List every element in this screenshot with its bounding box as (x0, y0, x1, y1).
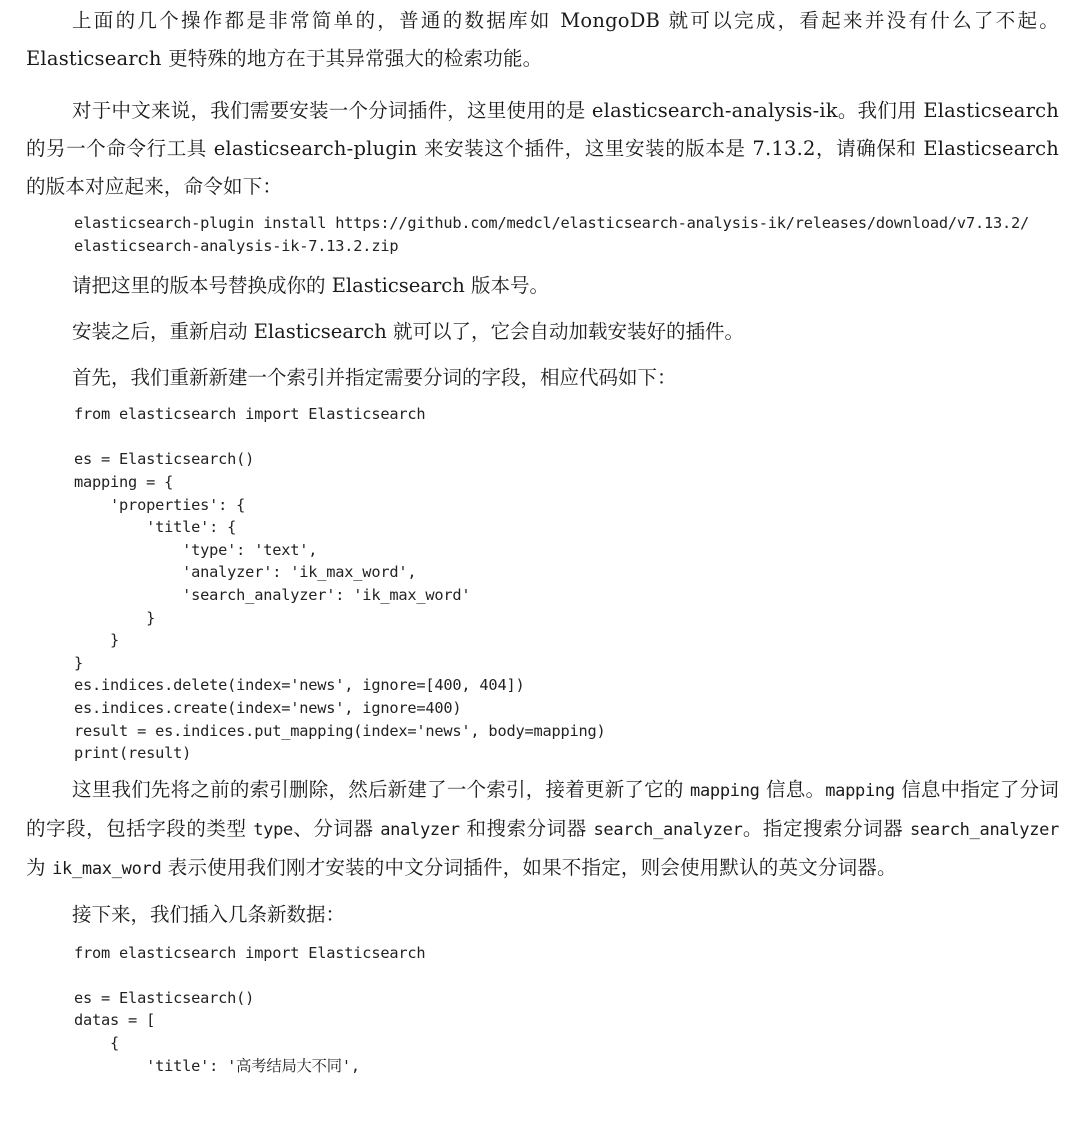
inline-code-mapping: mapping (690, 780, 760, 801)
paragraph-plugin-install: 对于中文来说，我们需要安装一个分词插件，这里使用的是 elasticsearch-analysis-ik。我们用 Elasticsearch 的另一个命令行工具 elasticsearch-plugin 来安装这个插件，这里安装的版本是 7.13.2，请确保和 Elasticsearch 的版本对应起来，命令如下： (26, 99, 1059, 198)
code-block-insert-data: from elasticsearch import Elasticsearch es = Elasticsearch() datas = [ { 'title': '高考结局大不同', (74, 943, 426, 1075)
text-run: 这里我们先将之前的索引删除，然后新建了一个索引，接着更新了它的 (72, 777, 691, 801)
code-block-mapping: from elasticsearch import Elasticsearch es = Elasticsearch() mapping = { 'properties': { 'title': { 'type': 'text', 'analyzer': 'ik_max_word', 'search_analyzer': 'ik_max_word' } } } es.indices.delete(index='news', ignore=[400, 404]) es.indices.create(index='news', ignore=400) result = es.indices.put_mapping(index='news', body=mapping) print(result) (74, 405, 606, 763)
inline-code-mapping: mapping (825, 780, 895, 801)
inline-code-type: type (253, 819, 293, 840)
paragraph-intro: 上面的几个操作都是非常简单的，普通的数据库如 MongoDB 就可以完成，看起来并没有什么了不起。Elasticsearch 更特殊的地方在于其异常强大的检索功能。 (26, 9, 1059, 70)
inline-code-search-analyzer: search_analyzer (593, 819, 743, 840)
text-run: 。指定搜索分词器 (742, 816, 910, 840)
paragraph-version-note: 请把这里的版本号替换成你的 Elasticsearch 版本号。 (72, 274, 549, 298)
paragraph-mapping-explanation (26, 771, 1059, 888)
inline-code-ik-max-word: ik_max_word (52, 858, 162, 879)
code-block-install-command: elasticsearch-plugin install https://github.com/medcl/elasticsearch-analysis-ik/releases/download/v7.13.2/ elasticsearch-analysis-ik-7.13.2.zip (74, 214, 1030, 255)
text-run: 和搜索分词器 (459, 816, 594, 840)
text-run: 表示使用我们刚才安装的中文分词插件，如果不指定，则会使用默认的英文分词器。 (161, 855, 897, 879)
text-run: 信息中指定了分词的字段，包括字段的类型 (26, 777, 1060, 840)
text-run: 信息。 (759, 777, 826, 801)
text-run: 为 (26, 855, 53, 879)
text-run: 、分词器 (292, 816, 381, 840)
paragraph-restart-note: 安装之后，重新启动 Elasticsearch 就可以了，它会自动加载安装好的插件。 (72, 320, 744, 344)
inline-code-analyzer: analyzer (380, 819, 460, 840)
paragraph-insert-data: 接下来，我们插入几条新数据： (72, 902, 346, 926)
inline-code-search-analyzer: search_analyzer (909, 819, 1060, 840)
paragraph-create-index: 首先，我们重新新建一个索引并指定需要分词的字段，相应代码如下： (72, 366, 677, 390)
